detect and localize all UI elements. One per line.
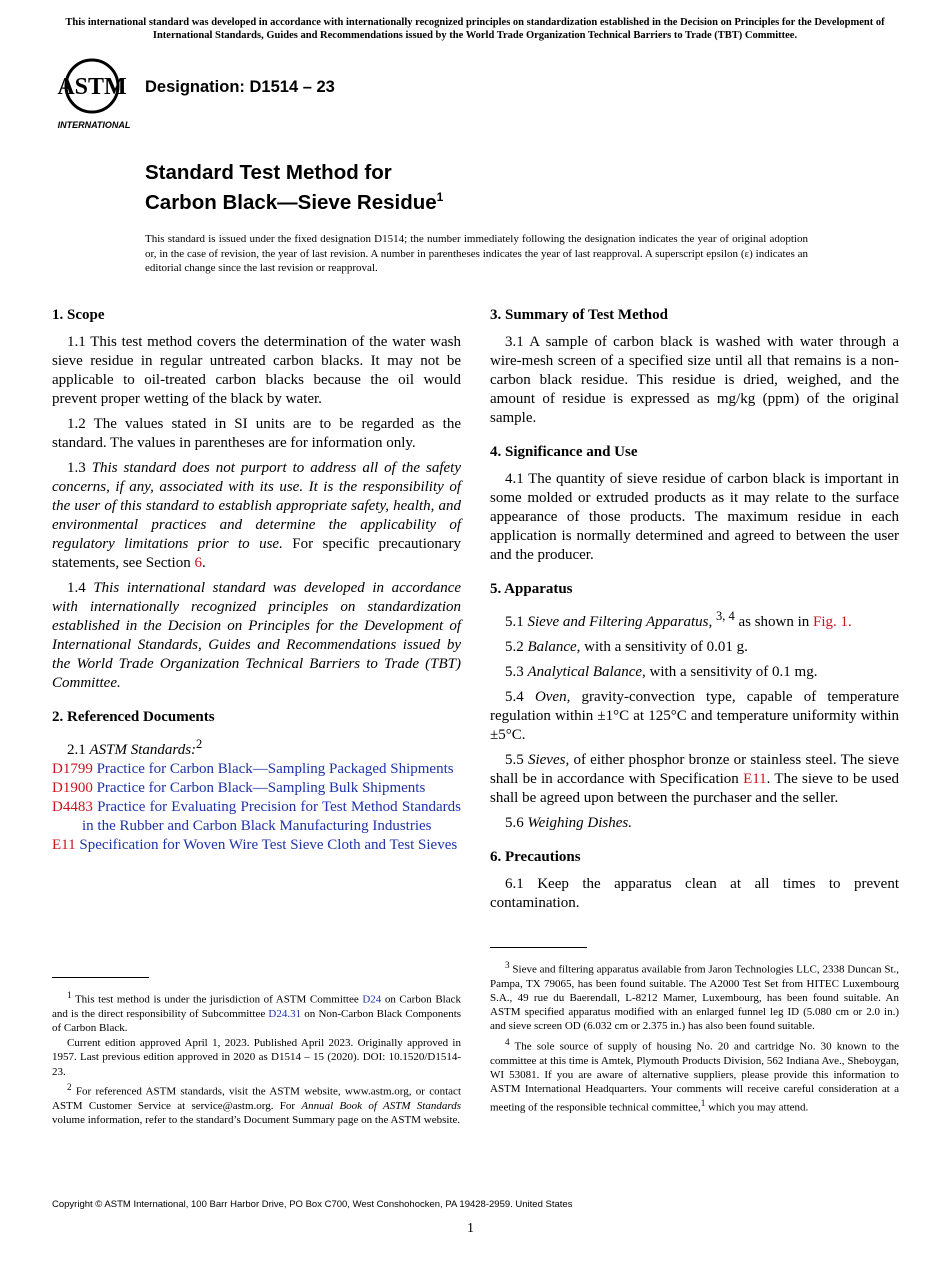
summary-heading: 3. Summary of Test Method [490,307,668,323]
section-referenced-documents [52,708,461,855]
committee-d24-link[interactable]: D24 [362,993,382,1006]
designation: Designation: D1514 – 23 [145,78,335,96]
precautions-heading: 6. Precautions [490,849,581,865]
summary-3-1: 3.1 A sample of carbon black is washed with water through a wire-mesh screen of a specified size until all that remains is a non-carbon black residue. This residue is dried, weighed, and the amount of residue is expressed as mg/kg (ppm) of the original sample. [490,334,899,426]
ref-doc-d1900[interactable]: D1900 Practice for Carbon Black—Sampling Bulk Shipments [52,780,426,796]
title-footnote-ref: 1 [436,190,444,204]
footnote-1-edition: Current edition approved April 1, 2023. Published April 2023. Originally approved in 1957. Last previous edition approved in 2020 as D1514 – 15 (2020). DOI: 10.1520/D1514-23. [52,1037,461,1078]
section-significance [490,443,899,565]
fig-1-link[interactable]: Fig. 1. [813,614,852,630]
footnote-4: $^4$ The sole source of supply of housing No. 20 and cartridge No. 30 known to the committee at this time is Amtek, Plymouth Products Division, 562 Indiana Ave., Sheboygan, WI 53081. If you are aware of alternative suppliers, please provide this information to ASTM International Headquarters. Your comments will receive careful consideration at a meeting of the responsible technical committee,$^1$ which you may attend. [490,1036,899,1114]
apparatus-heading: 5. Apparatus [490,581,573,597]
significance-4-1: 4.1 The quantity of sieve residue of carbon black is important in some molded or extruded products as it may relate to the surface appearance of those products. The maximum residue in each application is normally determined and agreed to between the user and the producer. [490,471,899,563]
footnote-1: $^1$ This test method is under the jurisdiction of ASTM Committee D24 on Carbon Black and is the direct responsibility of Subcommittee D24.31 on Non-Carbon Black Components of Carbon Black. [52,990,462,1035]
section-precautions [490,848,899,913]
apparatus-5-4: 5.4 Oven, gravity-convection type, capable of temperature regulation within ±1°C at 125°C and temperature uniformity within ±5°C. [490,689,900,743]
scope-1-2: 1.2 The values stated in SI units are to be regarded as the standard. The values in parentheses are for information only. [52,416,461,451]
apparatus-5-3: 5.3 Analytical Balance, with a sensitivity of 0.1 mg. [505,664,818,680]
precautions-6-1: 6.1 Keep the apparatus clean at all times to prevent contamination. [490,876,899,911]
section-apparatus [490,580,899,833]
left-column [52,306,461,870]
footnote-rule-right [490,947,587,948]
section-summary [490,306,899,428]
section-6-link[interactable]: 6 [194,555,202,571]
scope-1-1: 1.1 This test method covers the determination of the water wash sieve residue in regular untreated carbon blacks. It may not be applicable to oil-treated carbon blacks because the oil would prevent proper wetting of the black by water. [52,334,461,407]
apparatus-5-1: 5.1 Sieve and Filtering Apparatus, $^{3, 4}$ as shown in Fig. 1. [505,609,852,630]
logo-text: ASTM [57,74,127,100]
ref-doc-d1799[interactable]: D1799 Practice for Carbon Black—Sampling Packaged Shipments [52,761,454,777]
astm-logo [52,56,136,134]
section-scope [52,306,461,693]
scope-1-4: 1.4 This international standard was developed in accordance with internationally recognized principles on standardization established in the Decision on Principles for the Development of International Standards, Guides and Recommendations issued by the World Trade Organization Technical Barriers to Trade (TBT) Committee. [52,580,462,691]
footnote-rule-left [52,977,149,978]
significance-heading: 4. Significance and Use [490,444,638,460]
trade-notice: This international standard was developed in accordance with internationally recognized principles on standardization established in the Decision on Principles for the Development of International Standards, Guides and Recommendations issued by the World Trade Organization Technical Barriers to Trade (TBT) Committee. [65,17,885,41]
logo-subtext: INTERNATIONAL [57,120,131,130]
footnotes-left [52,988,461,1128]
footnote-3: $^3$ Sieve and filtering apparatus available from Jaron Technologies LLC, 2338 Duncan St., Pampa, TX 79065, has been found suitable. The A2000 Test Set from HITEC Luxembourg S.A., 49 rue du Baerendall, L-8212 Mamer, Luxembourg, has been found suitable. An ASTM specified apparatus modified with an enlarged funnel leg ID (5.080 cm or 2.0 in.) and sieve screen OD (6.032 cm or 2.375 in.) has also been found suitable. [490,960,899,1033]
copyright: Copyright © ASTM International, 100 Barr Harbor Drive, PO Box C700, West Conshohocken, PA 19428-2959. United States [52,1199,573,1210]
apparatus-5-5: 5.5 Sieves, of either phosphor bronze or stainless steel. The sieve shall be in accordance with Specification E11. The sieve to be used shall be agreed upon between the purchaser and the seller. [490,752,900,806]
document-title [145,160,443,215]
footnote-2: $^2$ For referenced ASTM standards, visit the ASTM website, www.astm.org, or contact ASTM Customer Service at service@astm.org. For Annual Book of ASTM Standards volume information, refer to the standard’s Document Summary page on the ASTM website. [52,1081,462,1126]
subcommittee-d24-31-link[interactable]: D24.31 [268,1007,302,1020]
issued-note: This standard is issued under the fixed designation D1514; the number immediately following the designation indicates the year of original adoption or, in the case of revision, the year of last revision. A number in parentheses indicates the year of last reapproval. A superscript epsilon (ε) indicates an editorial change since the last revision or reapproval. [145,233,808,275]
right-column [490,306,899,928]
title-line-2: Carbon Black—Sieve Residue$^1$ [145,190,444,214]
apparatus-5-6: 5.6 Weighing Dishes. [505,815,632,831]
scope-1-3: 1.3 This standard does not purport to address all of the safety concerns, if any, associated with its use. It is the responsibility of the user of this standard to establish appropriate safety, health, and environmental practices and determine the applicability of regulatory limitations prior to use. For specific precautionary statements, see Section 6. [52,460,462,571]
footnotes-right [490,958,899,1116]
ref-doc-d4483[interactable]: D4483 Practice for Evaluating Precision for Test Method Standards in the Rubber and Carbon Black Manufacturing Industries [52,799,461,834]
astm-standards-intro: 2.1 ASTM Standards:$^2$ [67,737,203,758]
scope-heading: 1. Scope [52,307,105,323]
e11-link[interactable]: E11 [743,771,767,787]
apparatus-5-2: 5.2 Balance, with a sensitivity of 0.01 g. [505,639,748,655]
title-line-1: Standard Test Method for [145,161,392,184]
ref-doc-e11[interactable]: E11 Specification for Woven Wire Test Sieve Cloth and Test Sieves [52,837,458,853]
page-number: 1 [467,1221,474,1236]
referenced-heading: 2. Referenced Documents [52,709,215,725]
